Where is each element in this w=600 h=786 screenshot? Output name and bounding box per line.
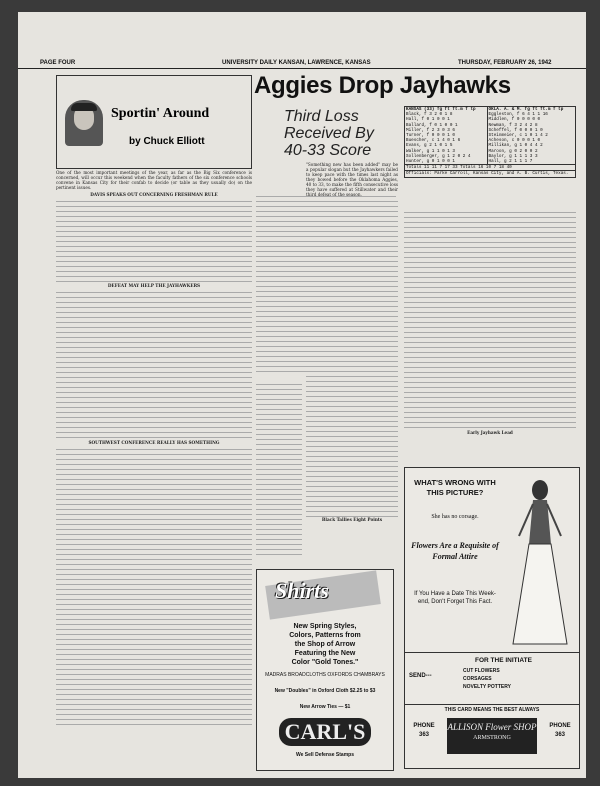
flower-ad	[404, 467, 580, 769]
initiate-label: FOR THE INITIATE	[475, 657, 532, 664]
aggies-row: Millikan, g 1 0 4 4 2	[488, 143, 543, 149]
column-subhead-3: SOUTHWEST CONFERENCE REALLY HAS SOMETHING	[88, 440, 220, 445]
flower-question: WHAT'S WRONG WITH THIS PICTURE?	[414, 478, 496, 497]
newspaper-page	[18, 12, 586, 778]
kansas-row: Hunter, g 0 1 0 0 1	[406, 159, 455, 165]
column-subhead-1: DAVIS SPEAKS OUT CONCERNING FRESHMAN RULE	[90, 192, 218, 197]
story-subhead-early: Early Jayhawk Lead	[467, 430, 513, 435]
page-number: PAGE FOUR	[40, 60, 76, 66]
officials: Officials: Parke Carroll, Kansas City, and A. B. Curtis, Texas.	[405, 171, 576, 177]
column-title: Sportin' Around	[111, 106, 210, 121]
story-lead: "Something new has been added" may be a popular slogan but the Jayhawkers failed to keep pace with the times last night as they bowed before the Oklahoma Aggies, 40 to 33, to make the fifth consecutive loss they have suffered at Stillwater and their third defeat of the season.	[306, 162, 398, 197]
kansas-row: Black, f 3 2 0 1 8	[406, 112, 453, 118]
story-col-2	[306, 162, 398, 562]
carls-tagline: We Sell Defense Stamps	[296, 752, 354, 758]
flower-reminder: If You Have a Date This Week-end, Don't Forget This Fact.	[414, 591, 496, 605]
aggies-row: Newman, f 3 2 4 2 8	[488, 122, 538, 128]
flower-order-box	[405, 652, 579, 703]
shirts-ties: New Arrow Ties — $1	[299, 704, 351, 710]
shirts-copy: New Spring Styles, Colors, Patterns from the Shop of Arrow Featuring the New Color "Gold Tones."	[289, 623, 361, 666]
text-block	[56, 447, 252, 727]
text-block	[56, 199, 252, 283]
aggies-row: Baylor, g 1 1 1 3 3	[488, 153, 538, 159]
column-intro: One of the most important meetings of the year, as far as the Big Six conference is concerned, will occur this weekend when the faculty fathers of the six conference schools convene in Kansas City for their confab to decide (or table as they usually do) on the pertinent issues.	[56, 170, 252, 190]
text-block	[56, 290, 252, 440]
kansas-row: Evans, g 2 1 0 1 5	[406, 143, 453, 149]
phone-right: PHONE 363	[549, 723, 571, 738]
totals-row: Totals 11 11 7 17 33 Totals 16 10 7 18 40	[405, 165, 576, 171]
carls-logo: CARL'S	[279, 718, 371, 746]
columnist-photo	[65, 100, 103, 146]
aggies-row: Middlen, f 0 0 0 0 0	[488, 117, 541, 123]
aggies-header: OKLA. A. & M. fg ft ft.m f tp	[488, 107, 564, 112]
aggies-row: Hall, g 2 1 1 1 7	[488, 159, 533, 165]
story-col-3	[404, 210, 576, 460]
aggies-row: Acheson, c 0 0 0 1 0	[488, 138, 541, 144]
flower-requisite: Flowers Are a Requisite of Formal Attire	[411, 541, 499, 561]
member-line: THIS CARD MEANS THE BEST ALWAYS	[405, 704, 579, 713]
shirts-title: Shirts	[275, 578, 329, 603]
column-body	[56, 170, 252, 766]
kansas-header: KANSAS (33) fg ft ft.m f tp	[406, 107, 476, 112]
column-subhead-2: DEFEAT MAY HELP THE JAYHAWKERS	[107, 283, 201, 288]
woman-illustration	[505, 474, 575, 652]
kansas-row: Buescher, c 1 4 0 1 6	[406, 138, 461, 144]
kansas-row: Hall, f 0 1 0 0 1	[406, 117, 450, 123]
box-score	[404, 106, 576, 178]
column-masthead	[56, 75, 252, 169]
story-col-filler	[256, 382, 302, 557]
aggies-row: Steinmeier, c 1 0 1 4 2	[488, 133, 548, 139]
kansas-row: Turner, f 0 0 0 1 0	[406, 133, 455, 139]
column-byline: by Chuck Elliott	[129, 136, 205, 147]
kansas-row: Sollenberger, g 1 2 0 2 4	[406, 153, 471, 159]
flower-items: CUT FLOWERS CORSAGES NOVELTY POTTERY	[463, 668, 511, 690]
issue-date: THURSDAY, FEBRUARY 26, 1942	[458, 60, 552, 66]
story-subhead-black: Black Tallies Eight Points	[321, 517, 383, 522]
shirts-prices: New "Doubles" in Oxford Cloth $2.25 to $3	[274, 688, 376, 694]
main-headline: Aggies Drop Jayhawks	[254, 72, 511, 99]
flower-answer: She has no corsage.	[431, 514, 479, 520]
paper-name: UNIVERSITY DAILY KANSAN, LAWRENCE, KANSAS	[222, 60, 371, 66]
aggies-row: Maroon, g 0 2 0 0 2	[488, 148, 538, 154]
shirts-ad	[256, 569, 394, 771]
kansas-row: Walker, g 1 1 0 1 3	[406, 148, 455, 154]
aggies-row: Eggleston, f 6 4 1 1 16	[488, 112, 548, 118]
kansas-row: Miller, f 2 3 0 3 6	[406, 127, 455, 133]
kansas-row: Ballard, f 0 1 0 0 1	[406, 122, 458, 128]
page-header	[18, 58, 586, 69]
send-label: SEND---	[409, 673, 432, 679]
aggies-row: Scheffel, f 0 0 0 1 0	[488, 127, 543, 133]
flower-shop-logo: ALLISON Flower SHOP ARMSTRONG	[447, 718, 537, 754]
phone-left: PHONE 363	[413, 723, 435, 738]
shirts-fabrics: MADRAS BROADCLOTHS OXFORDS CHAMBRAYS	[265, 672, 385, 678]
story-subhead: Third Loss Received By 40-33 Score	[284, 108, 374, 159]
